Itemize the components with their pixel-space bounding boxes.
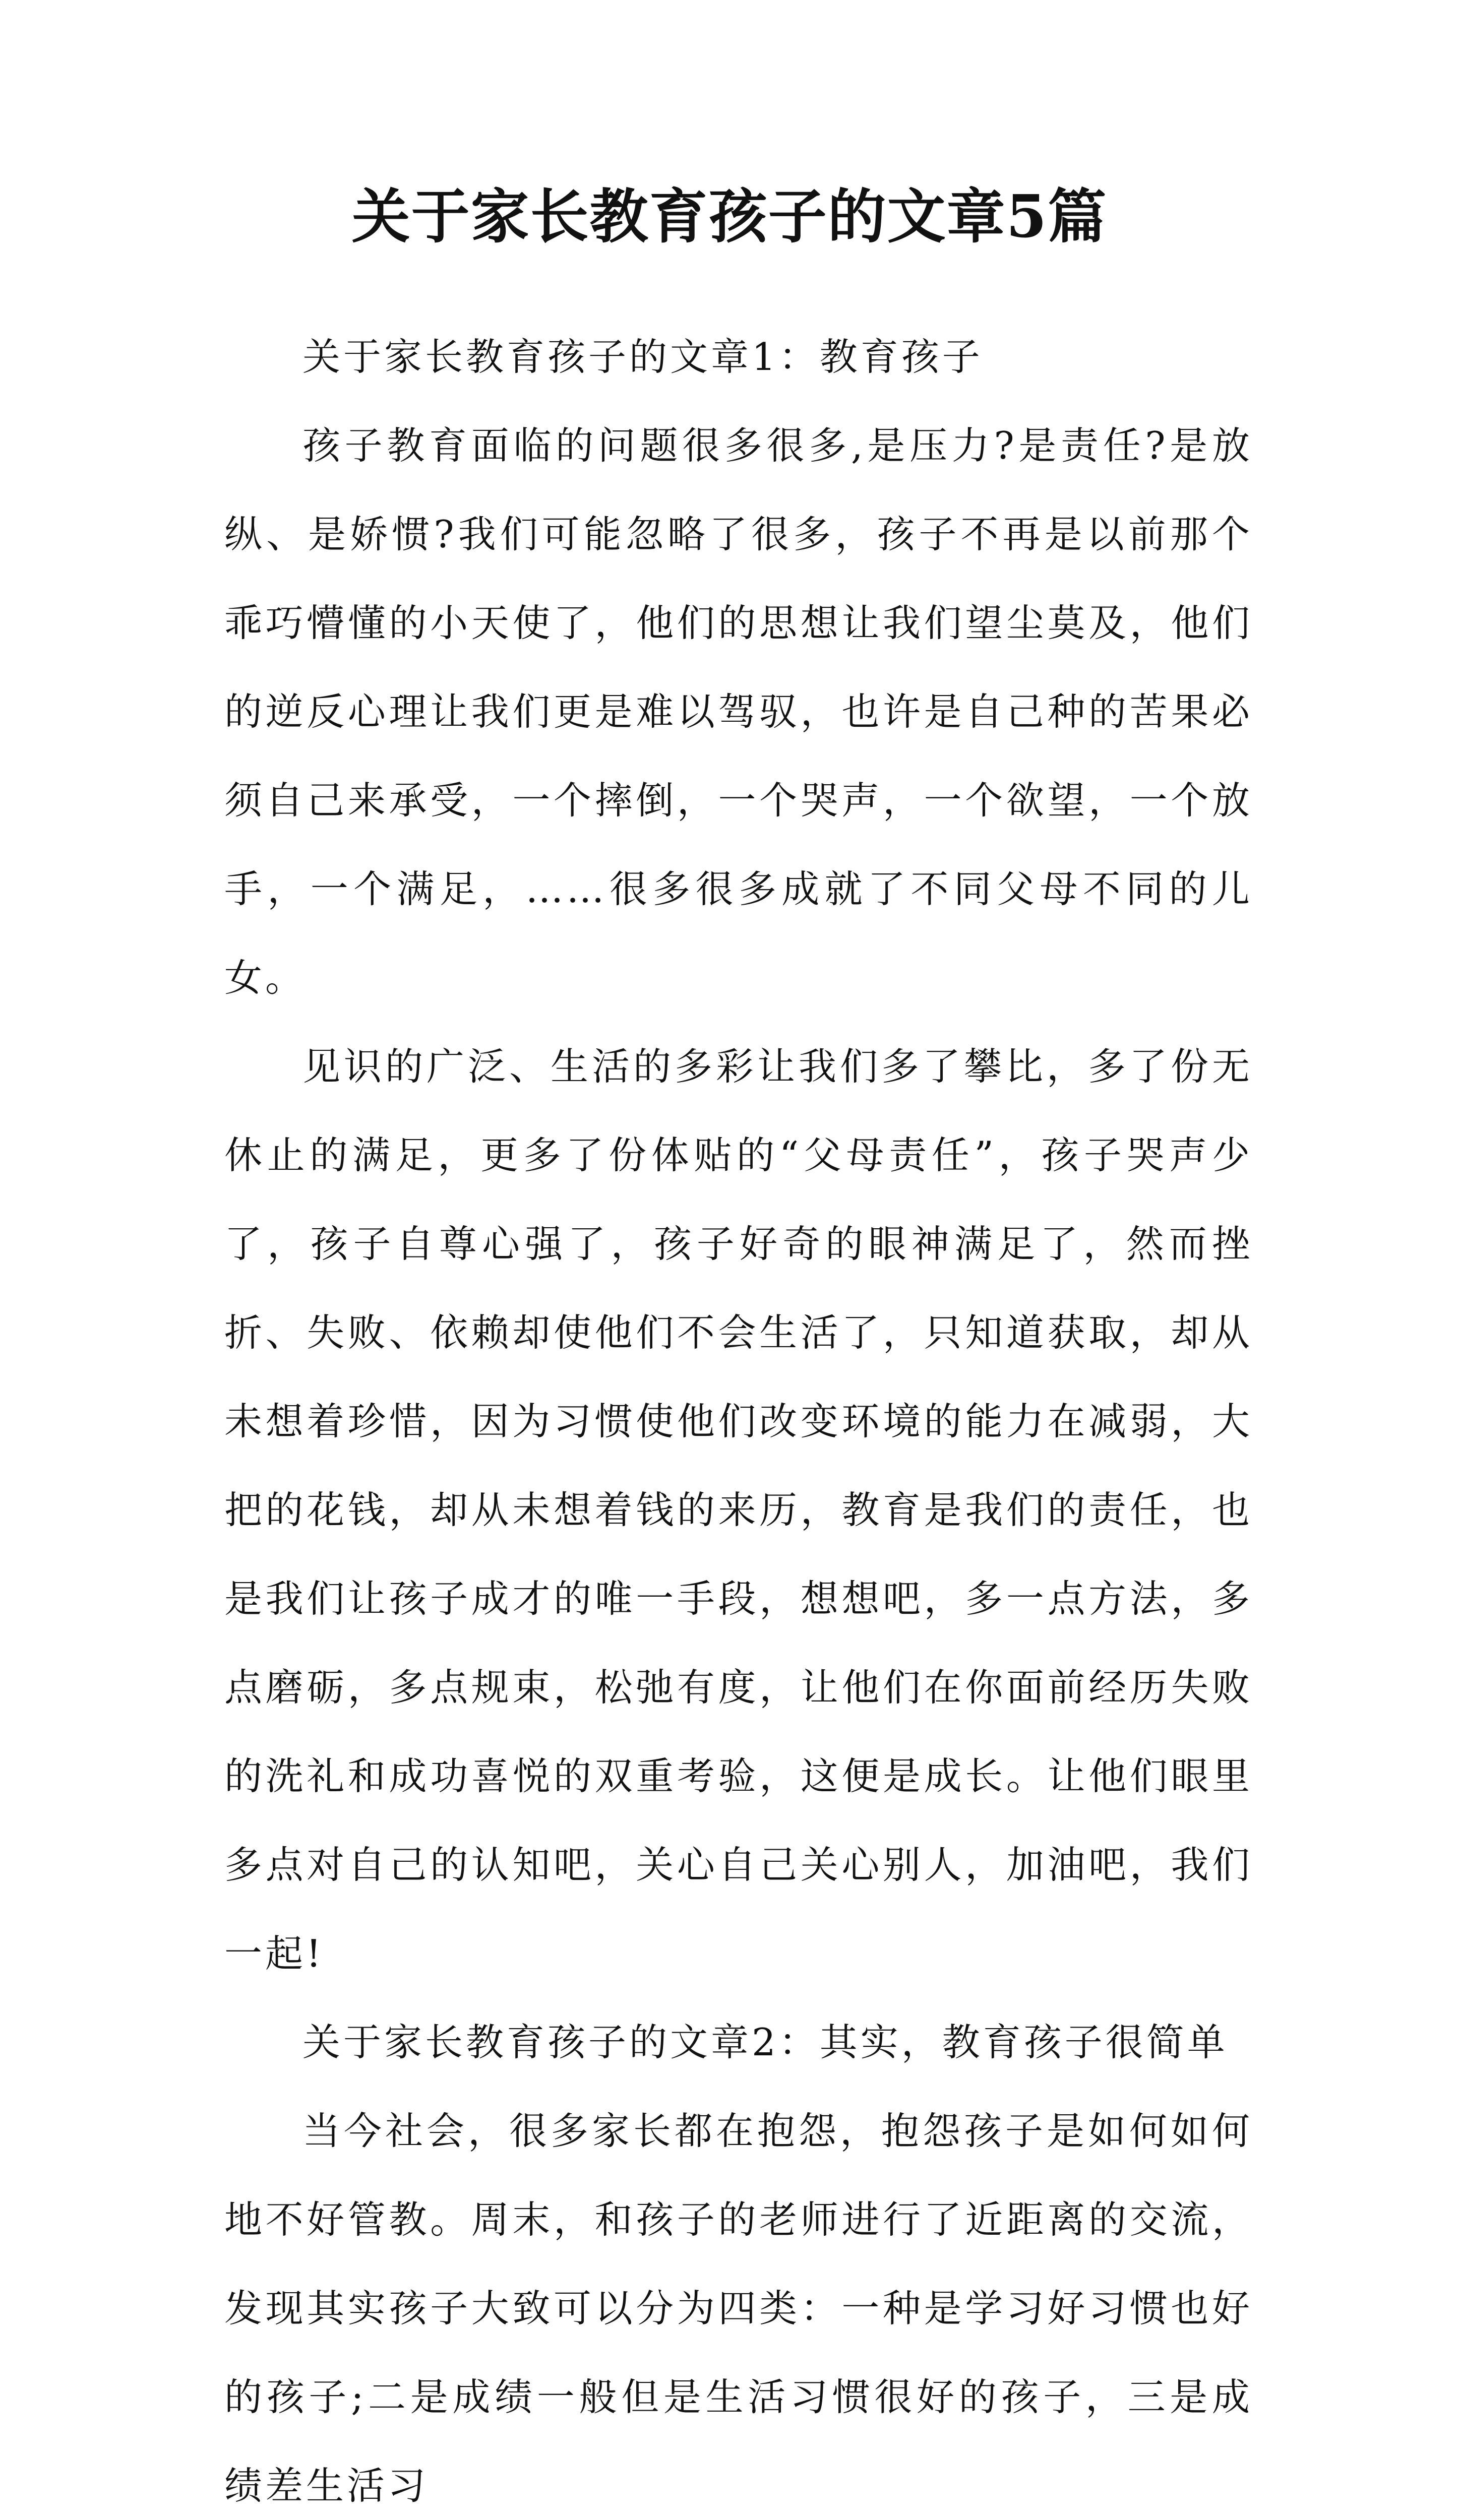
- section-heading-1: 关于家长教育孩子的文章1：教育孩子: [302, 335, 983, 379]
- document-title: 关于家长教育孩子的文章5篇: [351, 182, 1108, 251]
- paragraph: 孩子教育面临的问题很多很多,是压力?是责任?是放纵、是娇惯?我们可能忽略了很多，孩子不再是以前那个乖巧懵懂的小天使了，他们的思想让我们望尘莫及，他们的逆反心理让我们更是难以驾驭，也许是自己种的苦果必须自己来承受，一个摔倒，一个哭声，一个欲望，一个放手，一个满足，……很多很多成就了不同父母不同的儿女。: [224, 423, 1253, 1000]
- section-heading-2: 关于家长教育孩子的文章2：其实，教育孩子很简单: [302, 2020, 1228, 2064]
- document-body: [224, 312, 1253, 2520]
- paragraph: 见识的广泛、生活的多彩让我们多了攀比，多了份无休止的满足，更多了份体贴的“父母责任”，孩子哭声少了，孩子自尊心强了，孩子好奇的眼神满足了，然而挫折、失败、依赖却使他们不会生活了，只知道获取，却从未想着珍惜，因为习惯使他们改变环境的能力在减弱，大把的花钱，却从未想着钱的来历，教育是我们的责任，也是我们让孩子成才的唯一手段，想想吧，多一点方法，多点磨砺，多点规束，松弛有度，让他们在你面前经历失败的洗礼和成功喜悦的双重考验，这便是成长。让他们眼里多点对自己的认知吧，关心自己关心别人，加油吧，我们一起!: [224, 1044, 1253, 1976]
- paragraph: 当今社会，很多家长都在抱怨，抱怨孩子是如何如何地不好管教。周末，和孩子的老师进行了近距离的交流，发现其实孩子大致可以分为四类：一种是学习好习惯也好的孩子;二是成绩一般但是生活习惯很好的孩子，三是成绩差生活习: [224, 2109, 1253, 2508]
